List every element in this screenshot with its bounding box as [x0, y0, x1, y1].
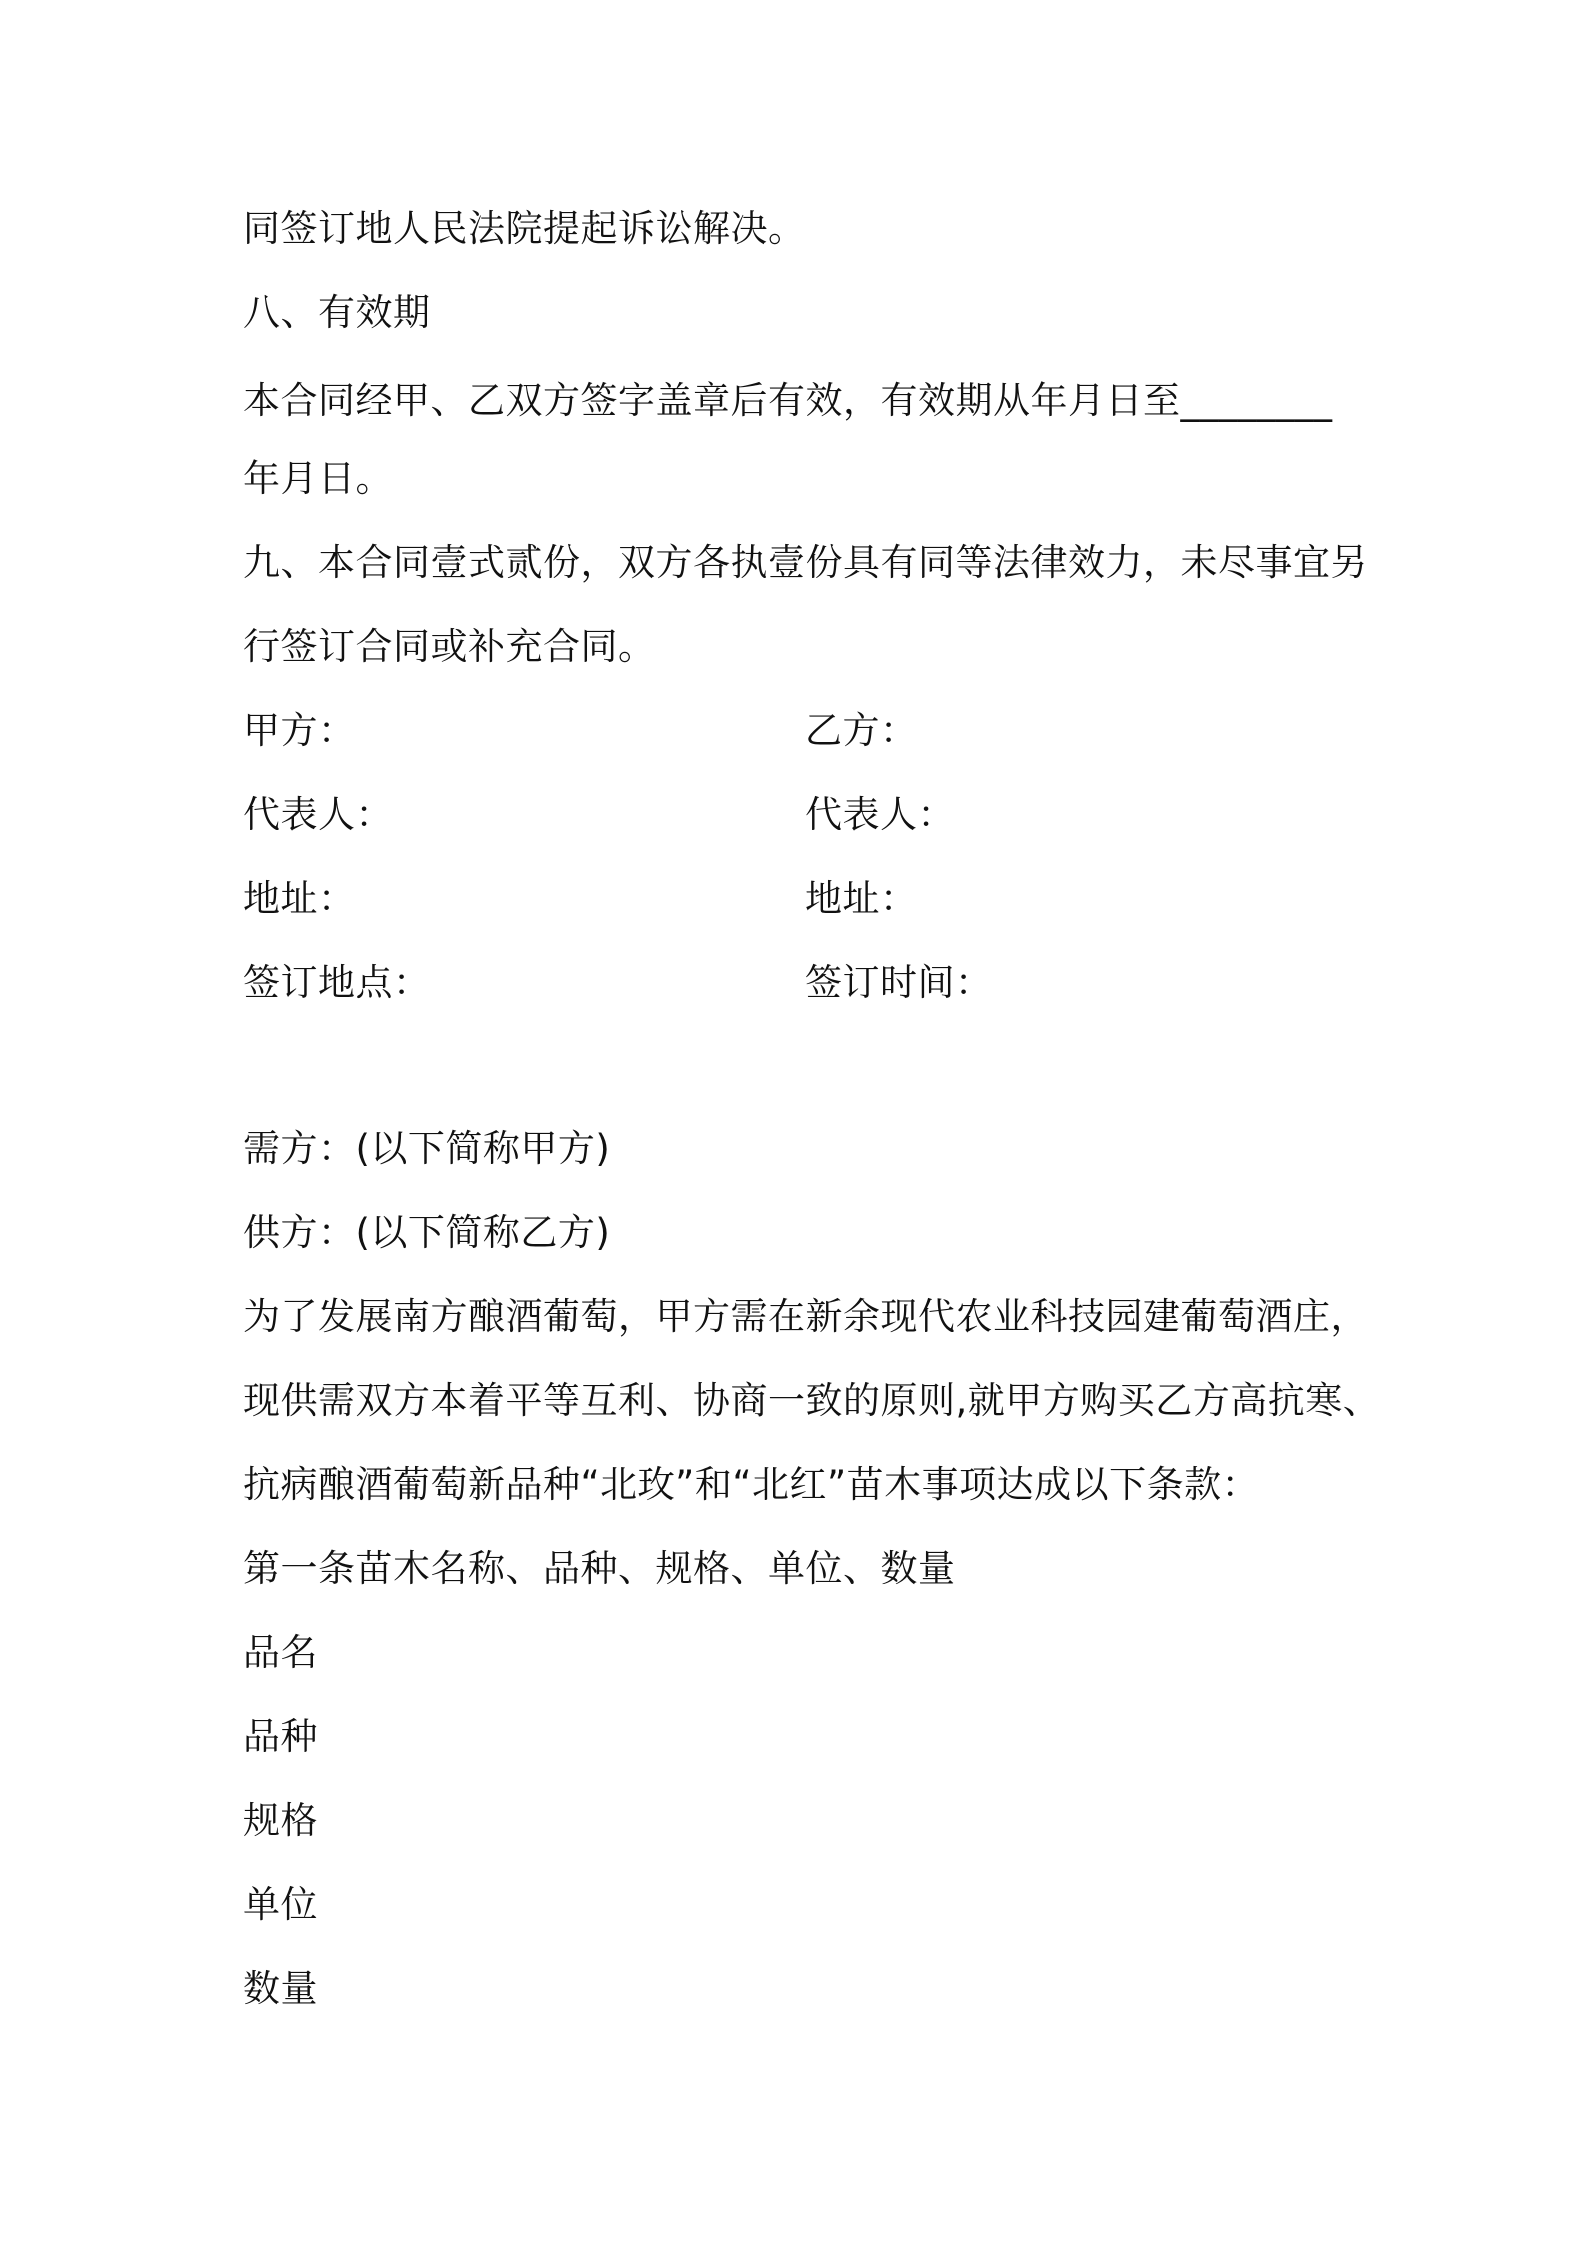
sign-place: 签订地点： — [243, 961, 431, 1004]
sign-party-a: 甲方： — [243, 709, 356, 752]
text-line-validity-1: 本合同经甲、乙双方签字盖章后有效，有效期从年月日至________ — [243, 379, 1333, 422]
sign-rep-b: 代表人： — [805, 793, 955, 836]
article-1-heading: 第一条苗木名称、品种、规格、单位、数量 — [243, 1547, 956, 1590]
text-line-copies-1: 九、本合同壹式贰份，双方各执壹份具有同等法律效力，未尽事宜另 — [243, 541, 1368, 584]
heading-validity: 八、有效期 — [243, 291, 431, 334]
sign-address-b: 地址： — [805, 877, 918, 920]
sign-rep-a: 代表人： — [243, 793, 393, 836]
sign-time: 签订时间： — [805, 961, 993, 1004]
text-line-copies-2: 行签订合同或补充合同。 — [243, 625, 656, 668]
paragraph-line-3: 抗病酿酒葡萄新品种“北玫”和“北红”苗木事项达成以下条款： — [243, 1463, 1260, 1506]
item-name: 品名 — [243, 1631, 318, 1674]
text-line-dispute: 同签订地人民法院提起诉讼解决。 — [243, 207, 806, 250]
paragraph-line-2: 现供需双方本着平等互利、协商一致的原则,就甲方购买乙方高抗寒、 — [243, 1379, 1381, 1422]
seller-line: 供方：(以下简称乙方) — [243, 1211, 611, 1254]
sign-party-b: 乙方： — [805, 709, 918, 752]
sign-address-a: 地址： — [243, 877, 356, 920]
text-line-validity-2: 年月日。 — [243, 457, 393, 500]
item-spec: 规格 — [243, 1799, 318, 1842]
buyer-line: 需方：(以下简称甲方) — [243, 1127, 611, 1170]
item-quantity: 数量 — [243, 1967, 318, 2010]
paragraph-line-1: 为了发展南方酿酒葡萄，甲方需在新余现代农业科技园建葡萄酒庄， — [243, 1295, 1368, 1338]
item-unit: 单位 — [243, 1883, 318, 1926]
item-variety: 品种 — [243, 1715, 318, 1758]
